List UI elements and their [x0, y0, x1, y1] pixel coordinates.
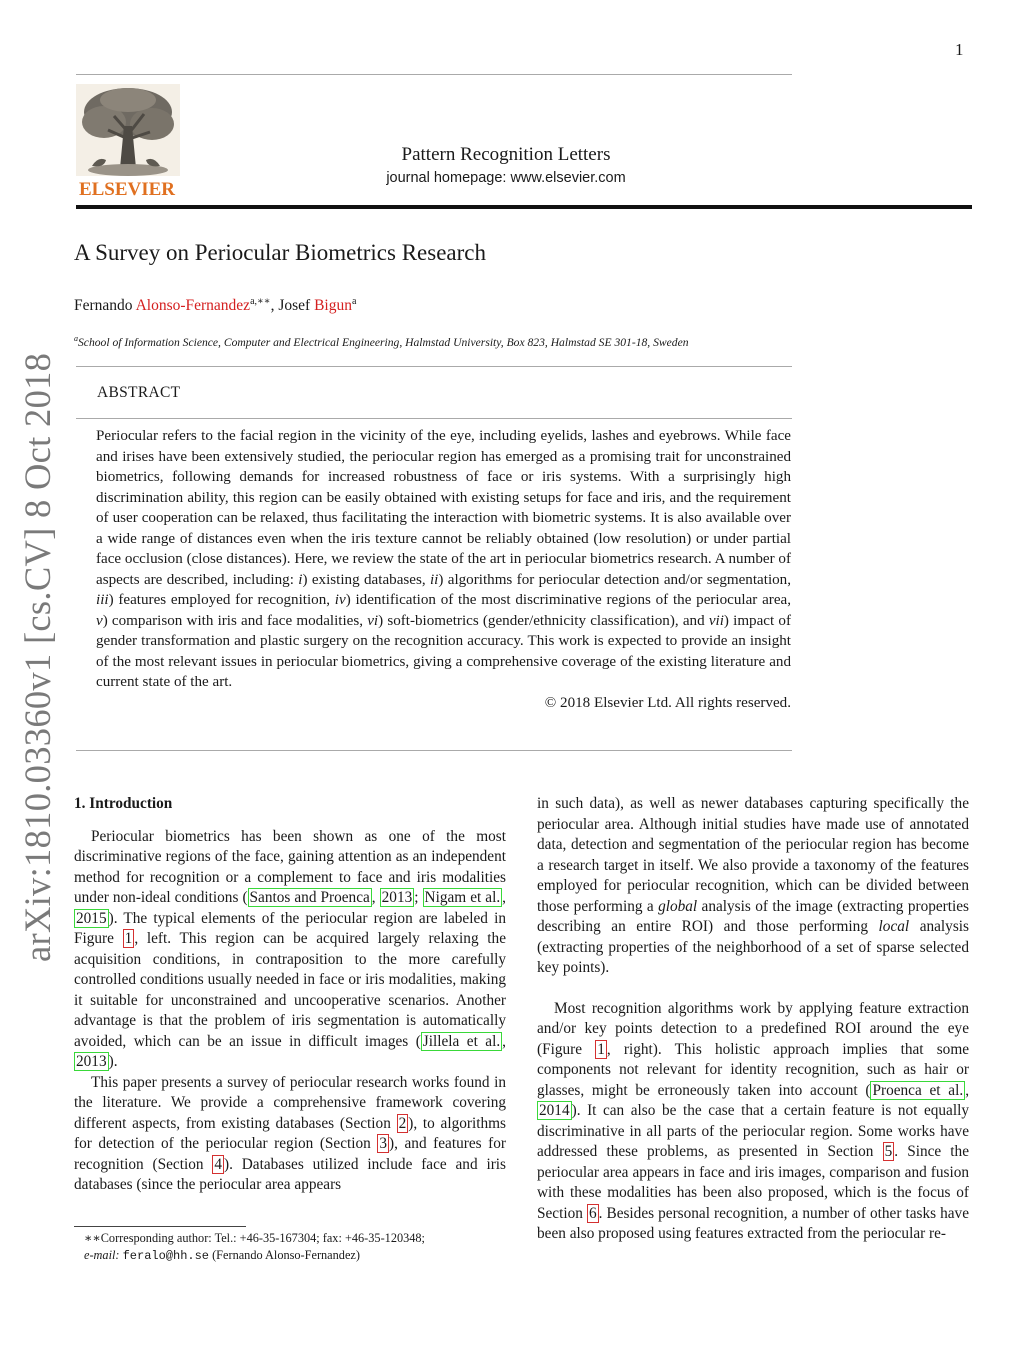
citation-year-2015[interactable]: 2015: [76, 909, 107, 927]
header-rule-top: [76, 74, 792, 75]
elsevier-logo: [74, 82, 184, 202]
section-ref-5[interactable]: 5: [884, 1143, 893, 1160]
figure-ref-1[interactable]: 1: [597, 1040, 605, 1058]
intro-paragraph-2: This paper presents a survey of periocular research works found in the literature. We provide a comprehensive framework covering different aspects, from existing databases (Section 2 ), to algorithms for detection of the periocular region (Section 3 ), and features for recognition (Section 4 ). Databases utilized include face and iris databases (since the periocular area appears: [74, 1073, 506, 1193]
citation-santos-proenca[interactable]: Santos and Proenca: [249, 889, 370, 906]
header-rule-thick: [76, 205, 972, 209]
affiliation: [74, 334, 689, 349]
section-ref-6[interactable]: 6: [588, 1204, 597, 1222]
arxiv-identifier: arXiv:1810.03360v1 [cs.CV] 8 Oct 2018: [17, 352, 58, 962]
citation-year-2013[interactable]: 2013: [381, 889, 413, 906]
paragraph-gap: [537, 979, 969, 999]
author-first-name: Fernando: [74, 297, 136, 315]
abstract-rule-top: [76, 366, 792, 367]
citation-year-2013[interactable]: 2013: [76, 1053, 107, 1070]
right-paragraph-2: Most recognition algorithms work by applying feature extraction and/or key points detection to a predefined ROI around the eye (Figure 1 , right). This holistic approach implies that some components not relevant for identity recognition, such as hair or glasses, might be erroneously taken into account ( Proenca et al. , 2014 ). It can also be the case that a certain feature is not equally discriminative in all parts of the periocular region. Some works have addressed these problems, as presented in Section 5 . Since the periocular area appears in face and iris images, comparison and fusion with these modalities has been also proposed, which is the focus of Section 6 . Besides personal recognition, a number of other tasks have been also proposed using features extracted from the periocular re-: [537, 999, 970, 1242]
abstract-heading: ABSTRACT: [97, 384, 181, 401]
citation-nigam[interactable]: Nigam et al.: [424, 889, 501, 906]
logo-wordmark: ELSEVIER: [78, 179, 176, 200]
abstract-rule-bottom: [76, 750, 792, 751]
intro-paragraph-1: Periocular biometrics has been shown as one of the most discriminative regions of the face, gaining attention as an independent method for recognition or a complement to face and iris modalities under non-ideal conditions ( Santos and Proenca , 2013 ; Nigam et al. , 2015 ). The typical elements of the periocular region are labeled in Figure 1 , left. This region can be acquired largely relaxing the acquisition conditions, in contraposition to the more carefully controlled conditions usually needed in face or iris modalities, making it suitable for unconstrained and uncooperative scenarios. Another advantage is that the problem of iris segmentation is automatically avoided, which can be an issue in difficult images ( Jillela et al. , 2013 ).: [74, 827, 506, 1070]
citation-proenca[interactable]: Proenca et al.: [872, 1081, 964, 1099]
author-link-alonso[interactable]: Alonso-Fernandez: [135, 297, 251, 315]
affiliation-marker: a: [74, 334, 78, 343]
abstract-text: Periocular refers to the facial region in the vicinity of the eye, including eyelids, lashes and eyebrows. While face and irises have been extensively studied, the periocular region has emerged as a promising trait for unconstrained biometrics, following demands for increased robustness of face or iris systems. With a surprisingly high discrimination ability, this region can be easily obtained with existing setups for face and iris, and the requirement of user cooperation can be relaxed, thus facilitating the interaction with biometric systems. It is also available over a wide range of distances even when the iris texture cannot be reliably obtained (low resolution) or under partial face occlusion (close distances). Here, we review the state of the art in periocular biometrics research. A number of aspects are described, including: i) existing databases, ii) algorithms for periocular detection and/or segmentation, iii) features employed for recognition, iv) identification of the most discriminative regions of the periocular area, v) comparison with iris and face modalities, vi) soft-biometrics (gender/ethnicity classification), and vii) impact of gender transformation and plastic surgery on the recognition accuracy. This work is expected to provide an insight of the most relevant issues in periocular biometrics, giving a comprehensive coverage of the existing literature and current state of the art.: [96, 428, 792, 690]
citation-jillela[interactable]: Jillela et al.: [422, 1032, 501, 1050]
footnote: [84, 1230, 524, 1265]
abstract-body: [96, 426, 791, 713]
section-heading-introduction: 1. Introduction: [74, 795, 173, 812]
author-superscript: a: [352, 296, 357, 307]
footnote-email-line: [84, 1247, 524, 1265]
journal-header: [200, 142, 812, 188]
left-column: [74, 794, 506, 1196]
right-column: [537, 794, 969, 1245]
author-list: [74, 296, 356, 315]
journal-homepage[interactable]: journal homepage: www.elsevier.com: [386, 170, 626, 186]
section-ref-4[interactable]: 4: [214, 1155, 222, 1173]
author-superscript: a,∗∗: [250, 296, 271, 307]
citation-year-2014[interactable]: 2014: [539, 1102, 570, 1119]
right-paragraph-1: in such data), as well as newer databases capturing specifically the periocular area. Although initial studies have made use of annotated data, detection and segmentation of the periocular region has become a research target in itself. We also provide a taxonomy of the features employed for periocular recognition, which can be divided between those performing a global analysis of the image (extracting properties describing an entire ROI) and those performing local analysis (extracting properties of the neighborhood of a set of sparse selected key points).: [537, 795, 969, 976]
footnote-rule: [74, 1226, 246, 1227]
author-separator: , Josef: [270, 297, 315, 315]
figure-ref-1[interactable]: 1: [124, 930, 133, 947]
footnote-author-name: (Fernando Alonso-Fernandez): [209, 1248, 360, 1262]
page-number: 1: [955, 40, 964, 59]
section-ref-2[interactable]: 2: [398, 1114, 407, 1132]
elsevier-tree-icon: [74, 82, 184, 202]
email-address[interactable]: feralo@hh.se: [122, 1249, 210, 1263]
journal-name: Pattern Recognition Letters: [401, 144, 611, 165]
copyright-notice: © 2018 Elsevier Ltd. All rights reserved.: [544, 694, 791, 711]
paper-title: A Survey on Periocular Biometrics Research: [74, 240, 486, 265]
email-label: e-mail:: [84, 1248, 120, 1262]
affiliation-text: School of Information Science, Computer and Electrical Engineering, Halmstad University, Box 823, Halmstad SE 301-18, Sweden: [78, 335, 689, 349]
abstract-rule-mid: [76, 418, 792, 419]
section-ref-3[interactable]: 3: [379, 1135, 388, 1152]
author-link-bigun[interactable]: Bigun: [314, 297, 352, 315]
footnote-contact: ∗∗Corresponding author: Tel.: +46-35-167304; fax: +46-35-120348;: [84, 1231, 425, 1245]
